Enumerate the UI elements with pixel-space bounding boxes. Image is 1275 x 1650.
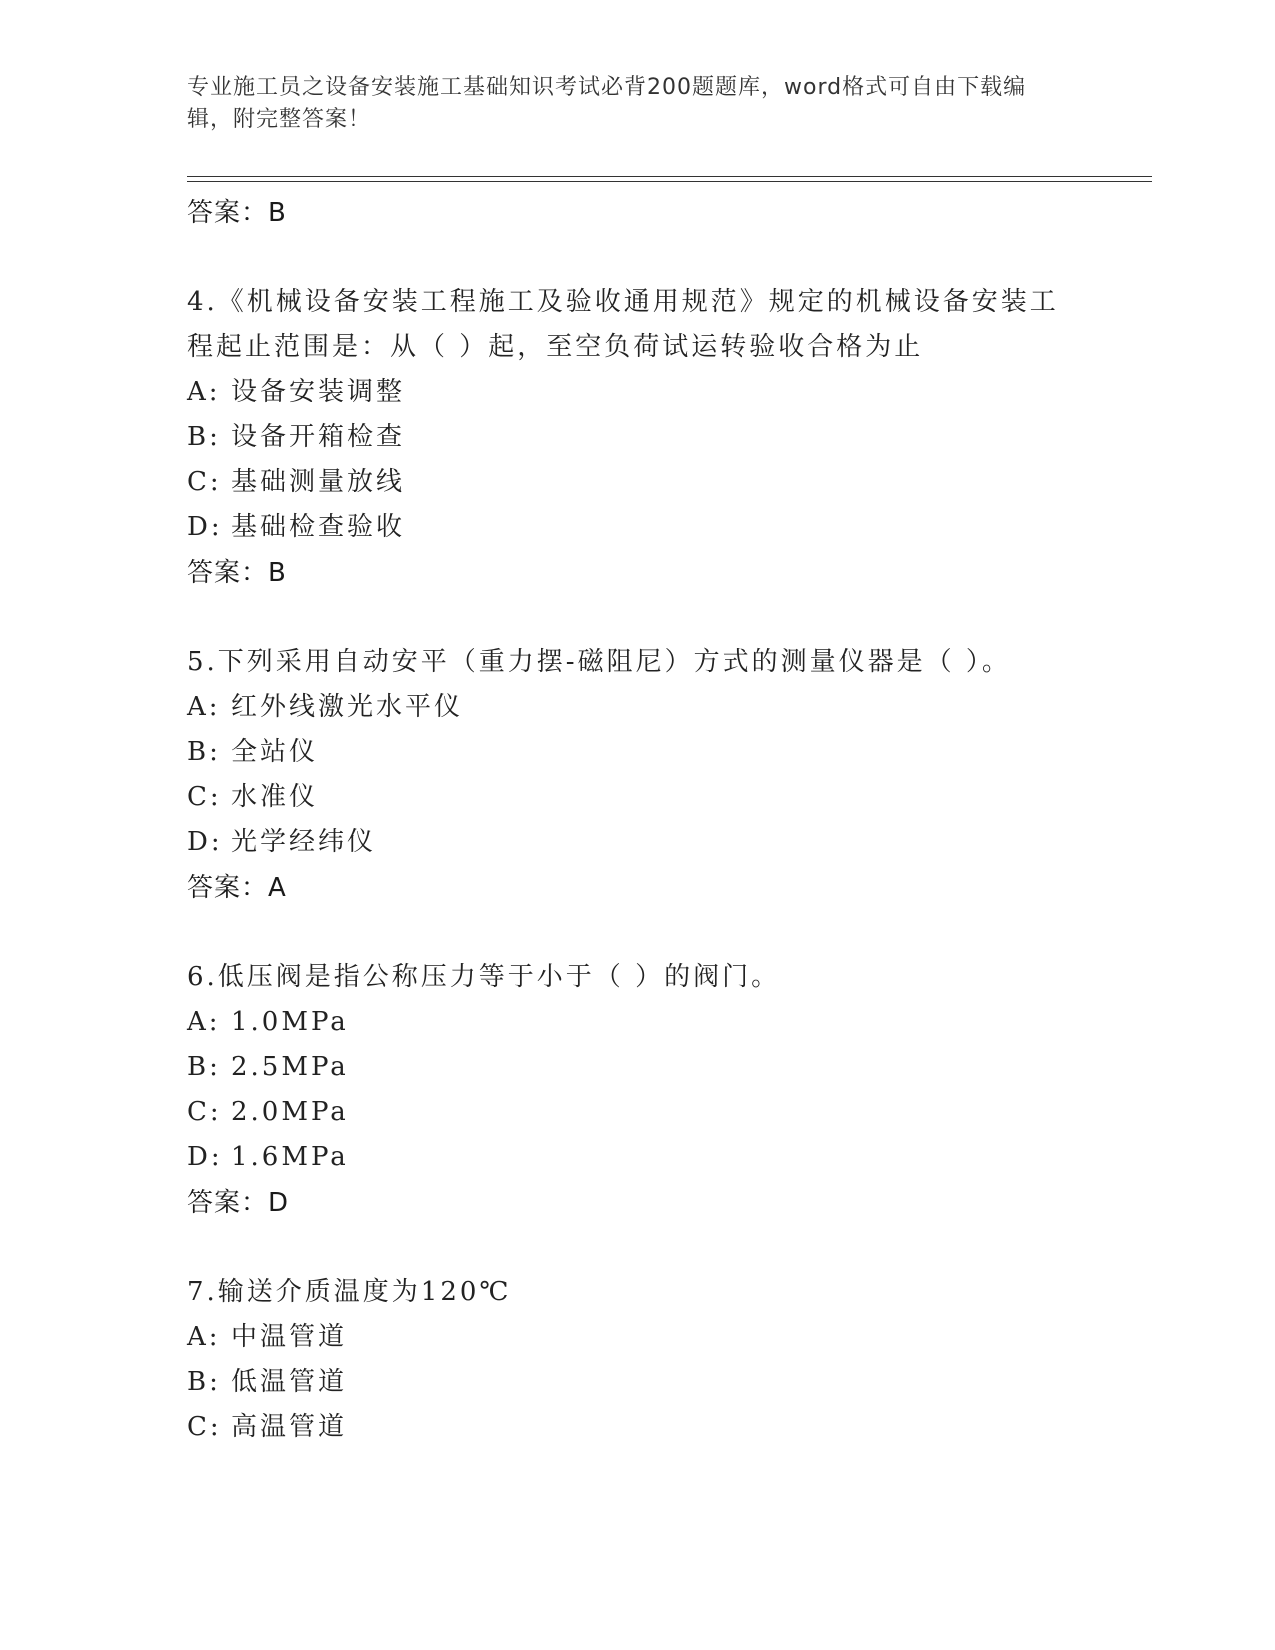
option-a bbox=[187, 1315, 1087, 1360]
option-text: 水准仪 bbox=[231, 782, 319, 812]
previous-answer: 答案：B bbox=[187, 198, 287, 228]
option-letter: D: bbox=[187, 827, 223, 857]
question-7 bbox=[187, 1270, 1087, 1450]
option-text: 设备开箱检查 bbox=[231, 422, 406, 452]
question-text: 6.低压阀是指公称压力等于小于（ ）的阀门。 bbox=[187, 962, 781, 992]
option-text: 全站仪 bbox=[231, 737, 319, 767]
option-letter: C: bbox=[187, 782, 222, 812]
option-text: 低温管道 bbox=[231, 1367, 348, 1397]
answer-line: 答案：A bbox=[187, 873, 287, 903]
option-text: 光学经纬仪 bbox=[231, 827, 377, 857]
page-header-title: 专业施工员之设备安装施工基础知识考试必背200题题库，word格式可自由下载编辑，附完整答案！ bbox=[187, 75, 1027, 132]
option-letter: A: bbox=[187, 1007, 221, 1037]
option-text: 基础测量放线 bbox=[231, 467, 406, 497]
option-c bbox=[187, 1090, 1087, 1135]
question-text: 4.《机械设备安装工程施工及验收通用规范》规定的机械设备安装工程起止范围是：从（ ）起，至空负荷试运转验收合格为止 bbox=[187, 287, 1059, 362]
option-d bbox=[187, 505, 1087, 550]
option-letter: C: bbox=[187, 1412, 222, 1442]
option-b bbox=[187, 730, 1087, 775]
option-text: 1.0MPa bbox=[231, 1007, 349, 1037]
header-divider bbox=[187, 176, 1152, 177]
option-text: 1.6MPa bbox=[231, 1142, 349, 1172]
option-letter: B: bbox=[187, 737, 221, 767]
answer-line: 答案：B bbox=[187, 558, 287, 588]
option-letter: C: bbox=[187, 467, 222, 497]
question-6 bbox=[187, 955, 1087, 1226]
question-text: 7.输送介质温度为120℃ bbox=[187, 1277, 512, 1307]
option-a bbox=[187, 370, 1087, 415]
option-letter: C: bbox=[187, 1097, 222, 1127]
option-d bbox=[187, 1135, 1087, 1180]
option-c bbox=[187, 775, 1087, 820]
question-5 bbox=[187, 640, 1087, 911]
option-text: 红外线激光水平仪 bbox=[231, 692, 464, 722]
option-a bbox=[187, 685, 1087, 730]
option-letter: D: bbox=[187, 1142, 223, 1172]
question-4 bbox=[187, 280, 1087, 596]
option-letter: B: bbox=[187, 1052, 221, 1082]
option-b bbox=[187, 415, 1087, 460]
option-letter: A: bbox=[187, 692, 221, 722]
option-d bbox=[187, 820, 1087, 865]
option-text: 中温管道 bbox=[231, 1322, 348, 1352]
option-c bbox=[187, 460, 1087, 505]
question-text: 5.下列采用自动安平（重力摆-磁阻尼）方式的测量仪器是（ ）。 bbox=[187, 647, 1011, 677]
option-letter: D: bbox=[187, 512, 223, 542]
option-text: 高温管道 bbox=[231, 1412, 348, 1442]
question-list bbox=[187, 190, 1087, 1450]
option-b bbox=[187, 1045, 1087, 1090]
option-c bbox=[187, 1405, 1087, 1450]
option-text: 2.0MPa bbox=[231, 1097, 349, 1127]
option-text: 2.5MPa bbox=[231, 1052, 349, 1082]
option-letter: B: bbox=[187, 1367, 221, 1397]
option-a bbox=[187, 1000, 1087, 1045]
header-divider-second bbox=[187, 181, 1152, 182]
option-b bbox=[187, 1360, 1087, 1405]
answer-line: 答案：D bbox=[187, 1188, 290, 1218]
option-letter: A: bbox=[187, 1322, 221, 1352]
option-text: 设备安装调整 bbox=[231, 377, 406, 407]
option-letter: B: bbox=[187, 422, 221, 452]
option-letter: A: bbox=[187, 377, 221, 407]
option-text: 基础检查验收 bbox=[231, 512, 406, 542]
